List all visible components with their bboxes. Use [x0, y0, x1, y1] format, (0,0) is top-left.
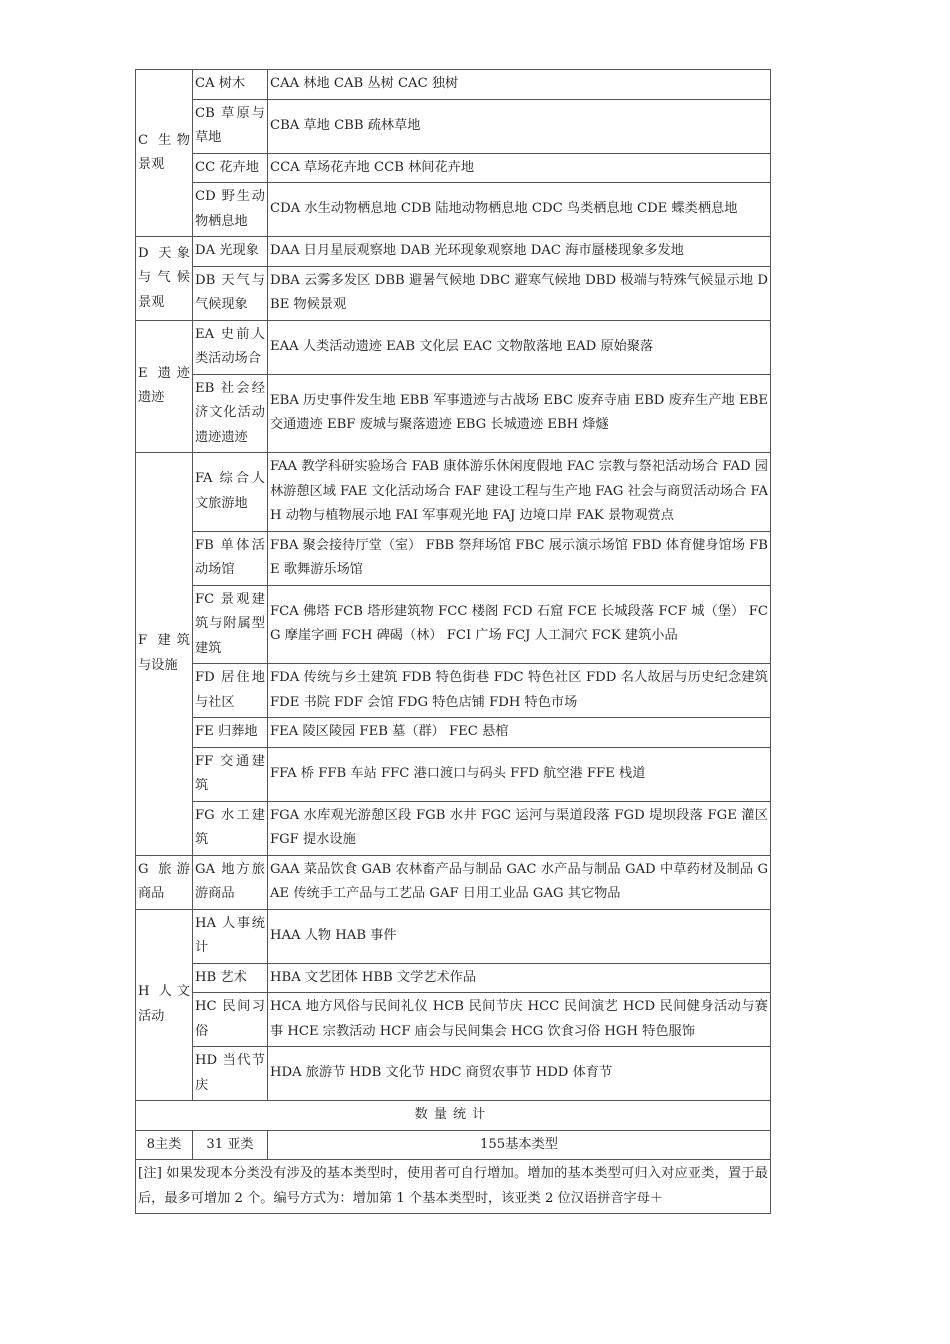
stats-section: [136, 1101, 771, 1214]
table-row: [136, 374, 771, 453]
sub-category-cell: FG 水工建筑: [193, 801, 268, 855]
main-category-cell: D 天象与气候景观: [136, 237, 193, 321]
basic-types-cell: CAA 林地 CAB 丛树 CAC 独树: [268, 70, 771, 100]
table-row: [136, 70, 771, 100]
table-row: [136, 99, 771, 153]
basic-types-cell: FGA 水库观光游憩区段 FGB 水井 FGC 运河与渠道段落 FGD 堤坝段落 FGE 灌区 FGF 提水设施: [268, 801, 771, 855]
main-category-cell: F 建筑与设施: [136, 453, 193, 856]
main-category-cell: H 人文活动: [136, 909, 193, 1101]
table-row: [136, 855, 771, 909]
sub-category-cell: HB 艺术: [193, 963, 268, 993]
table-row: [136, 153, 771, 183]
sub-category-cell: FA 综合人文旅游地: [193, 453, 268, 532]
sub-category-cell: DA 光现象: [193, 237, 268, 267]
sub-category-cell: CA 树木: [193, 70, 268, 100]
basic-types-cell: GAA 菜品饮食 GAB 农林畜产品与制品 GAC 水产品与制品 GAD 中草药材及制品 GAE 传统手工产品与工艺品 GAF 日用工业品 GAG 其它物品: [268, 855, 771, 909]
basic-types-cell: CCA 草场花卉地 CCB 林间花卉地: [268, 153, 771, 183]
basic-types-cell: HCA 地方风俗与民间礼仪 HCB 民间节庆 HCC 民间演艺 HCD 民间健身活动与赛事 HCE 宗教活动 HCF 庙会与民间集会 HCG 饮食习俗 HGH 特色服饰: [268, 993, 771, 1047]
stats-basic-count: 155基本类型: [268, 1130, 771, 1160]
basic-types-cell: CBA 草地 CBB 疏林草地: [268, 99, 771, 153]
table-body: [136, 70, 771, 1101]
sub-category-cell: FD 居住地与社区: [193, 664, 268, 718]
stats-sub-count: 31 亚类: [193, 1130, 268, 1160]
stats-title: 数量统计: [136, 1101, 771, 1131]
basic-types-cell: HDA 旅游节 HDB 文化节 HDC 商贸农事节 HDD 体育节: [268, 1047, 771, 1101]
basic-types-cell: FEA 陵区陵园 FEB 墓（群） FEC 悬棺: [268, 718, 771, 748]
stats-main-count: 8主类: [136, 1130, 193, 1160]
sub-category-cell: CB 草原与草地: [193, 99, 268, 153]
note-row: [136, 1160, 771, 1214]
sub-category-cell: DB 天气与气候现象: [193, 266, 268, 320]
table-row: [136, 664, 771, 718]
sub-category-cell: HC 民间习俗: [193, 993, 268, 1047]
sub-category-cell: CC 花卉地: [193, 153, 268, 183]
sub-category-cell: FE 归葬地: [193, 718, 268, 748]
basic-types-cell: FBA 聚会接待厅堂（室） FBB 祭拜场馆 FBC 展示演示场馆 FBD 体育健身馆场 FBE 歌舞游乐场馆: [268, 531, 771, 585]
table-row: [136, 320, 771, 374]
sub-category-cell: EA 史前人类活动场合: [193, 320, 268, 374]
table-row: [136, 718, 771, 748]
main-category-cell: G 旅游商品: [136, 855, 193, 909]
note-text: [注] 如果发现本分类没有涉及的基本类型时，使用者可自行增加。增加的基本类型可归入对应亚类，置于最后，最多可增加 2 个。编号方式为：增加第 1 个基本类型时，该亚类 2 位汉语拼音字母＋: [136, 1160, 771, 1214]
main-category-cell: C 生物景观: [136, 70, 193, 237]
sub-category-cell: FC 景观建筑与附属型建筑: [193, 585, 268, 664]
table-row: [136, 266, 771, 320]
resource-classification-table: [135, 69, 771, 1214]
table-row: [136, 963, 771, 993]
basic-types-cell: CDA 水生动物栖息地 CDB 陆地动物栖息地 CDC 鸟类栖息地 CDE 蝶类栖息地: [268, 183, 771, 237]
stats-values-row: [136, 1130, 771, 1160]
basic-types-cell: HAA 人物 HAB 事件: [268, 909, 771, 963]
sub-category-cell: EB 社会经济文化活动遗迹遗迹: [193, 374, 268, 453]
basic-types-cell: HBA 文艺团体 HBB 文学艺术作品: [268, 963, 771, 993]
table-row: [136, 531, 771, 585]
table-row: [136, 183, 771, 237]
table-row: [136, 747, 771, 801]
table-row: [136, 585, 771, 664]
sub-category-cell: FB 单体活动场馆: [193, 531, 268, 585]
sub-category-cell: FF 交通建筑: [193, 747, 268, 801]
table-row: [136, 993, 771, 1047]
basic-types-cell: DAA 日月星辰观察地 DAB 光环现象观察地 DAC 海市蜃楼现象多发地: [268, 237, 771, 267]
basic-types-cell: EAA 人类活动遗迹 EAB 文化层 EAC 文物散落地 EAD 原始聚落: [268, 320, 771, 374]
table-row: [136, 237, 771, 267]
sub-category-cell: CD 野生动物栖息地: [193, 183, 268, 237]
sub-category-cell: GA 地方旅游商品: [193, 855, 268, 909]
basic-types-cell: FAA 教学科研实验场合 FAB 康体游乐休闲度假地 FAC 宗教与祭祀活动场合 FAD 园林游憩区域 FAE 文化活动场合 FAF 建设工程与生产地 FAG 社会与商贸活动场合 FAH 动物与植物展示地 FAI 军事观光地 FAJ 边境口岸 FAK 景物观赏点: [268, 453, 771, 532]
sub-category-cell: HA 人事统计: [193, 909, 268, 963]
basic-types-cell: FCA 佛塔 FCB 塔形建筑物 FCC 楼阁 FCD 石窟 FCE 长城段落 FCF 城（堡） FCG 摩崖字画 FCH 碑碣（林） FCI 广场 FCJ 人工洞穴 FCK 建筑小品: [268, 585, 771, 664]
table-row: [136, 453, 771, 532]
table-row: [136, 1047, 771, 1101]
basic-types-cell: FDA 传统与乡土建筑 FDB 特色街巷 FDC 特色社区 FDD 名人故居与历史纪念建筑 FDE 书院 FDF 会馆 FDG 特色店铺 FDH 特色市场: [268, 664, 771, 718]
basic-types-cell: FFA 桥 FFB 车站 FFC 港口渡口与码头 FFD 航空港 FFE 栈道: [268, 747, 771, 801]
stats-title-row: [136, 1101, 771, 1131]
basic-types-cell: DBA 云雾多发区 DBB 避暑气候地 DBC 避寒气候地 DBD 极端与特殊气候显示地 DBE 物候景观: [268, 266, 771, 320]
table-row: [136, 801, 771, 855]
table-row: [136, 909, 771, 963]
main-category-cell: E 遗迹遗迹: [136, 320, 193, 453]
basic-types-cell: EBA 历史事件发生地 EBB 军事遗迹与古战场 EBC 废弃寺庙 EBD 废弃生产地 EBE 交通遗迹 EBF 废城与聚落遗迹 EBG 长城遗迹 EBH 烽燧: [268, 374, 771, 453]
sub-category-cell: HD 当代节庆: [193, 1047, 268, 1101]
